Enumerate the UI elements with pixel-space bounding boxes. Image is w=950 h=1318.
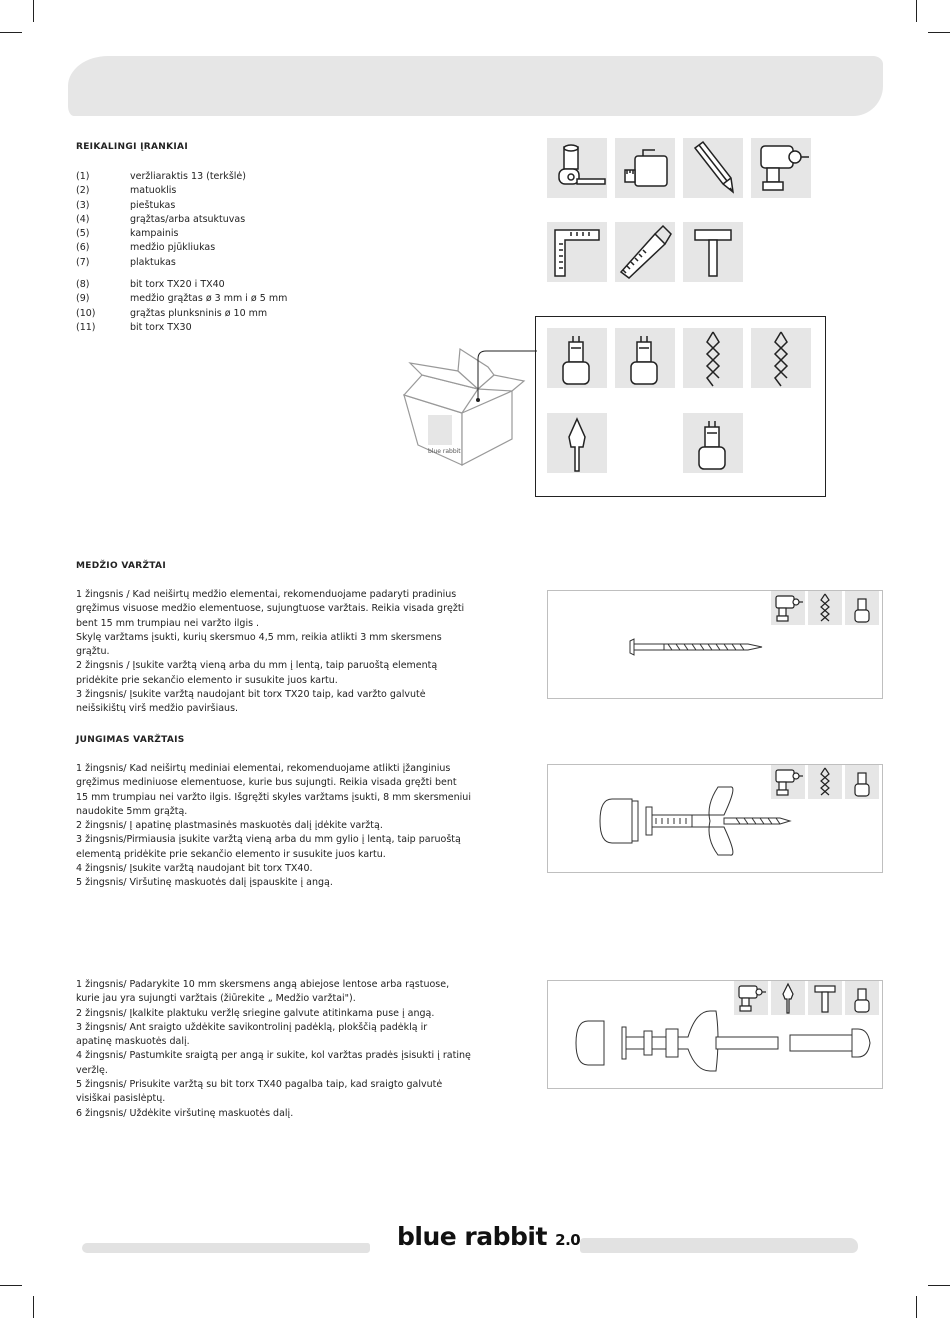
drill-icon <box>771 591 805 625</box>
header-brush-stroke <box>68 56 883 116</box>
hand-saw-icon <box>615 222 675 282</box>
crop-mark <box>33 1296 34 1318</box>
spade-bit-icon <box>547 413 607 473</box>
drill-icon <box>771 765 805 799</box>
footer-logo: blue rabbit 2.0 <box>397 1222 581 1251</box>
wood-drill-bit-icon <box>808 591 842 625</box>
connecting-screws-instructions: 1 žingsnis/ Kad neiširtų mediniai elementai, rekomenduojame atlikti įžanginius gręžimus mediniuose elementuose, kurie bus sujungti. Reikia visada gręžti bent 15 mm trumpiau nei varžto ilgis. Išgręžti skyles varžtams įsukti, 8 mm skersmeniui naudokite 5mm grąžtą. 2 žingsnis/ Į apatinę plastmasinės maskuotės dalį įdėkite varžtą. 3 žingsnis/Pirmiausia įsukite varžtą vieną arba du mm gylio į lentą, taip paruoštą elementą pridėkite prie sekančio elemento ir susukite juos kartu. 4 žingsnis/ Įsukite varžtą naudojant bit torx TX40. 5 žingsnis/ Viršutinę maskuotės dalį įspauskite į angą. <box>76 763 471 889</box>
footer-brush-left <box>82 1243 370 1253</box>
box-brand-label: blue rabbit <box>428 448 461 455</box>
list-item: (11) bit torx TX30 <box>76 321 192 333</box>
crop-mark <box>928 1285 950 1286</box>
list-item: (6) medžio pjūkliukas <box>76 242 216 254</box>
tools-section-title: REIKALINGI ĮRANKIAI <box>76 142 188 152</box>
wood-screws-instructions: 1 žingsnis / Kad neiširtų medžio elementai, rekomenduojame padaryti pradinius gręžimus visuose medžio elementuose, sujungtuose varžtais. Reikia visada gręžti bent 15 mm trumpiau nei varžto ilgis . Skylę varžtams įsukti, kurių skersmuo 4,5 mm, reikia atlikti 3 mm skersmens grąžtu. 2 žingsnis / Įsukite varžtą vieną arba du mm į lentą, taip paruoštą elementą pridėkite prie sekančio elemento ir susukite juos kartu. 3 žingsnis/ Įsukite varžtą naudojant bit torx TX20 taip, kad varžto galvutė neišsikištų virš medžio paviršiaus. <box>76 589 465 715</box>
drill-icon <box>751 138 811 198</box>
crop-mark <box>928 32 950 33</box>
wood-screws-title: MEDŽIO VARŽTAI <box>76 561 166 571</box>
torx-bit-icon <box>845 591 879 625</box>
list-item: (3) pieštukas <box>76 199 176 211</box>
wood-drill-bit-icon <box>751 328 811 388</box>
list-item: (10) grąžtas plunksninis ø 10 mm <box>76 307 268 319</box>
footer-brush-right <box>580 1238 858 1253</box>
crop-mark <box>0 32 22 33</box>
pencil-icon <box>683 138 743 198</box>
bolt-instructions: 1 žingsnis/ Padarykite 10 mm skersmens angą abiejose lentose arba rąstuose, kurie jau yra sujungti varžtais (žiūrekite „ Medžio varžtai"). 2 žingsnis/ Įkalkite plaktuku veržlę sriegine galvute atitinkama puse į angą. 3 žingsnis/ Ant sraigto uždėkite savikontrolinį padėklą, plokščią padėklą ir apatinę maskuotės dalį. 4 žingsnis/ Pastumkite sraigtą per angą ir sukite, kol varžtas pradės įsisukti į ratinę veržlę. 5 žingsnis/ Prisukite varžtą su bit torx TX40 pagalba taip, kad sraigto galvutė visiškai pasislėptų. 6 žingsnis/ Uždėkite viršutinę maskuotės dalį. <box>76 979 471 1119</box>
wood-drill-bit-icon <box>683 328 743 388</box>
crop-mark <box>33 0 34 22</box>
torx-bit-icon <box>683 413 743 473</box>
connecting-screws-title: JUNGIMAS VARŽTAIS <box>76 735 185 745</box>
torx-bit-icon <box>547 328 607 388</box>
tape-measure-icon <box>615 138 675 198</box>
list-item: (1) veržliaraktis 13 (terkšlė) <box>76 171 246 182</box>
list-item: (4) grąžtas/arba atsuktuvas <box>76 213 246 225</box>
crop-mark <box>0 1285 22 1286</box>
spade-bit-icon <box>771 981 805 1015</box>
crop-mark <box>916 1296 917 1318</box>
wrench-icon <box>547 138 607 198</box>
list-item: (8) bit torx TX20 i TX40 <box>76 279 225 291</box>
list-item: (5) kampainis <box>76 228 179 240</box>
list-item: (7) plaktukas <box>76 256 176 268</box>
hammer-icon <box>808 981 842 1015</box>
torx-bit-icon <box>845 765 879 799</box>
list-item: (2) matuoklis <box>76 185 177 197</box>
tools-list <box>76 170 287 335</box>
drill-icon <box>734 981 768 1015</box>
wood-drill-bit-icon <box>808 765 842 799</box>
hammer-icon <box>683 222 743 282</box>
torx-bit-icon <box>615 328 675 388</box>
list-item: (9) medžio grąžtas ø 3 mm i ø 5 mm <box>76 293 288 305</box>
square-ruler-icon <box>547 222 607 282</box>
torx-bit-icon <box>845 981 879 1015</box>
crop-mark <box>916 0 917 22</box>
callout-line <box>475 345 540 405</box>
